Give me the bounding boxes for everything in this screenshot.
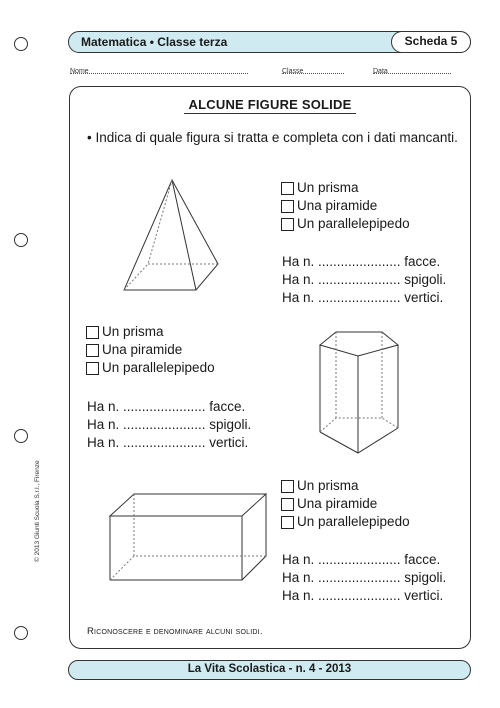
options-exercise-2 (86, 323, 215, 377)
name-field (70, 68, 248, 76)
worksheet-title: ALCUNE FIGURE SOLIDE (188, 97, 352, 112)
option-label: Un parallelepipedo (297, 216, 410, 231)
checkbox[interactable] (281, 218, 294, 231)
answers-exercise-3 (282, 551, 446, 605)
copyright-notice: © 2013 Giunti Scuola S.r.l., Firenze (34, 460, 41, 562)
binder-hole-top (14, 37, 28, 51)
checkbox[interactable] (281, 516, 294, 529)
instruction-text: • Indica di quale figura si tratta e completa con i dati mancanti. (87, 130, 458, 145)
option-pyramid-2[interactable] (86, 341, 215, 359)
edges-line[interactable]: Ha n. ...................... spigoli. (282, 570, 447, 585)
option-label: Un prisma (102, 324, 164, 339)
class-label: Classe (282, 68, 304, 75)
options-exercise-3 (281, 477, 410, 531)
option-label: Un prisma (297, 180, 359, 195)
option-cuboid-2[interactable] (86, 359, 215, 377)
checkbox[interactable] (86, 344, 99, 357)
option-label: Una piramide (102, 342, 183, 357)
name-label: Nome (70, 68, 89, 75)
pentagonal-prism-icon (312, 326, 408, 460)
date-label: Data (373, 68, 388, 75)
edges-line[interactable]: Ha n. ...................... spigoli. (87, 417, 252, 432)
option-prism-2[interactable] (86, 323, 215, 341)
faces-line[interactable]: Ha n. ...................... facce. (282, 254, 441, 269)
header-bar (68, 31, 471, 53)
option-label: Un prisma (297, 478, 359, 493)
faces-line[interactable]: Ha n. ...................... facce. (87, 399, 246, 414)
checkbox[interactable] (86, 326, 99, 339)
checkbox[interactable] (281, 480, 294, 493)
answers-exercise-2 (87, 398, 251, 452)
binder-hole-bottom (14, 626, 28, 640)
title-underline (184, 113, 356, 114)
checkbox[interactable] (281, 498, 294, 511)
class-field (282, 68, 344, 76)
subject-label: Matematica • Classe terza (81, 35, 228, 49)
footer-bar: La Vita Scolastica - n. 4 - 2013 (68, 660, 471, 680)
sheet-number: Scheda 5 (391, 31, 471, 53)
option-label: Un parallelepipedo (102, 360, 215, 375)
date-field (373, 68, 451, 76)
options-exercise-1 (281, 179, 410, 233)
square-pyramid-icon (120, 176, 240, 298)
checkbox[interactable] (281, 182, 294, 195)
vertices-line[interactable]: Ha n. ...................... vertici. (282, 290, 444, 305)
option-prism-1[interactable] (281, 179, 410, 197)
rectangular-cuboid-icon (104, 488, 272, 586)
checkbox[interactable] (86, 362, 99, 375)
vertices-line[interactable]: Ha n. ...................... vertici. (87, 435, 249, 450)
edges-line[interactable]: Ha n. ...................... spigoli. (282, 272, 447, 287)
option-cuboid-1[interactable] (281, 215, 410, 233)
checkbox[interactable] (281, 200, 294, 213)
option-label: Una piramide (297, 198, 378, 213)
option-label: Un parallelepipedo (297, 514, 410, 529)
option-pyramid-3[interactable] (281, 495, 410, 513)
binder-hole-upper (14, 233, 28, 247)
option-label: Una piramide (297, 496, 378, 511)
faces-line[interactable]: Ha n. ...................... facce. (282, 552, 441, 567)
learning-goal: Riconoscere e denominare alcuni solidi. (87, 626, 263, 637)
answers-exercise-1 (282, 253, 446, 307)
option-pyramid-1[interactable] (281, 197, 410, 215)
vertices-line[interactable]: Ha n. ...................... vertici. (282, 588, 444, 603)
option-prism-3[interactable] (281, 477, 410, 495)
binder-hole-lower (14, 429, 28, 443)
option-cuboid-3[interactable] (281, 513, 410, 531)
